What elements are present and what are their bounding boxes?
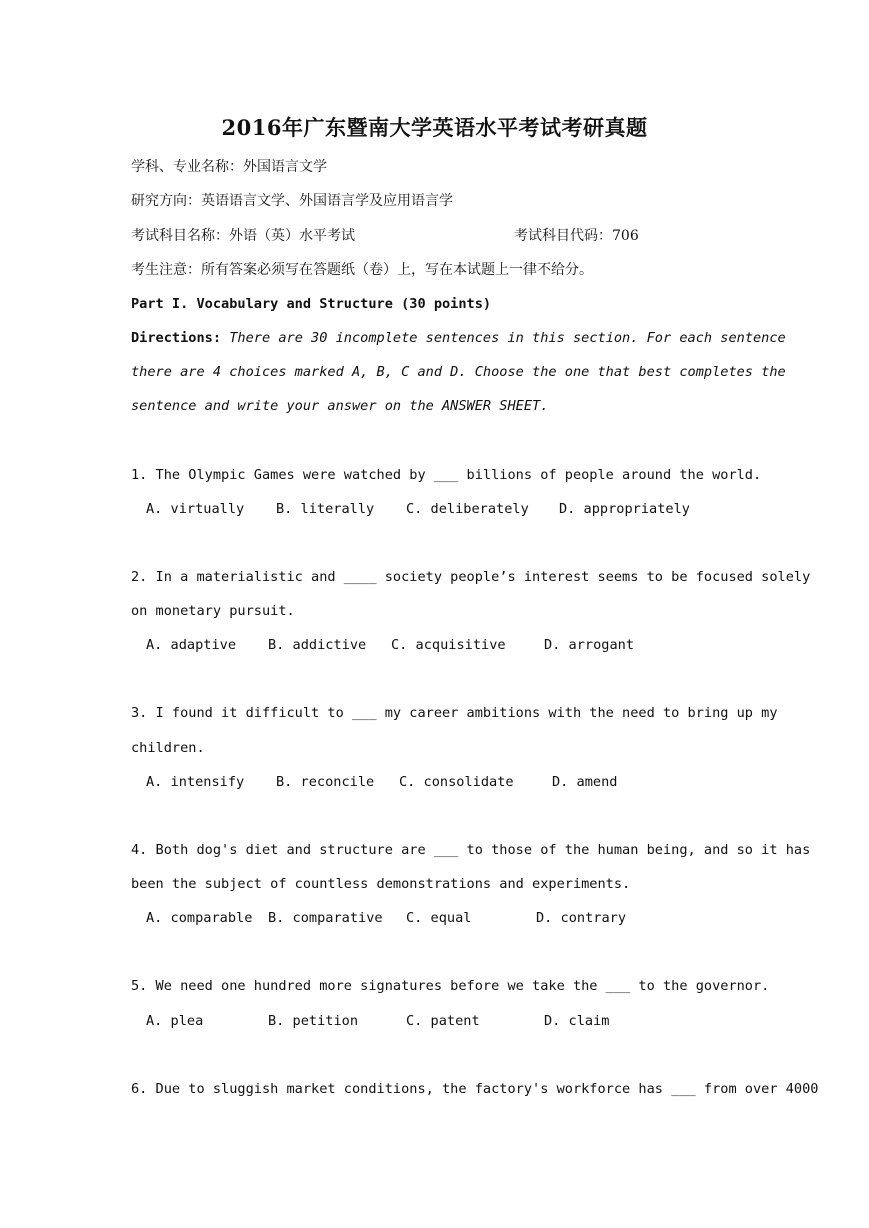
- question-2-stem-line-2: on monetary pursuit.: [131, 603, 295, 619]
- question-3-option-c: C. consolidate: [399, 774, 514, 790]
- question-4-option-b: B. comparative: [268, 910, 383, 926]
- question-2-option-c: C. acquisitive: [391, 637, 506, 653]
- question-4-stem-line-1: 4. Both dog's diet and structure are ___ to those of the human being, and so it has: [131, 842, 811, 858]
- question-5-option-d: D. claim: [544, 1013, 610, 1029]
- question-1-option-b: B. literally: [276, 501, 375, 517]
- question-5-option-c: C. patent: [406, 1013, 480, 1029]
- directions-line-1: [131, 329, 786, 347]
- question-4-option-a: A. comparable: [146, 910, 253, 926]
- page-title: 2016年广东暨南大学英语水平考试考研真题: [221, 115, 648, 140]
- question-5-option-b: B. petition: [268, 1013, 359, 1029]
- question-2-stem-line-1: 2. In a materialistic and ____ society people’s interest seems to be focused solely: [131, 569, 811, 585]
- question-1-option-c: C. deliberately: [406, 501, 529, 517]
- directions-text-1: There are 30 incomplete sentences in this section. For each sentence: [229, 330, 786, 346]
- question-3-option-b: B. reconcile: [276, 774, 375, 790]
- directions-line-2: there are 4 choices marked A, B, C and D. Choose the one that best completes the: [131, 364, 786, 380]
- part-heading: Part I. Vocabulary and Structure (30 points): [131, 296, 492, 312]
- question-4-option-c: C. equal: [406, 910, 472, 926]
- question-2-option-a: A. adaptive: [146, 637, 237, 653]
- question-3-option-a: A. intensify: [146, 774, 245, 790]
- question-2-option-d: D. arrogant: [544, 637, 635, 653]
- question-3-stem-line-2: children.: [131, 740, 205, 756]
- directions-label: Directions:: [131, 330, 222, 346]
- question-4-stem-line-2: been the subject of countless demonstrations and experiments.: [131, 876, 631, 892]
- question-3-option-d: D. amend: [552, 774, 618, 790]
- question-5-stem: 5. We need one hundred more signatures before we take the ___ to the governor.: [131, 978, 770, 994]
- question-4-option-d: D. contrary: [536, 910, 627, 926]
- question-6-stem: 6. Due to sluggish market conditions, the factory's workforce has ___ from over 4000: [131, 1081, 819, 1097]
- direction-line: 研究方向：英语语言文学、外国语言学及应用语言学: [131, 193, 453, 209]
- question-1-option-d: D. appropriately: [559, 501, 690, 517]
- question-3-stem-line-1: 3. I found it difficult to ___ my career ambitions with the need to bring up my: [131, 705, 778, 721]
- question-2-option-b: B. addictive: [268, 637, 367, 653]
- notice-line: 考生注意：所有答案必须写在答题纸（卷）上，写在本试题上一律不给分。: [131, 262, 593, 278]
- exam-code: 考试科目代码：706: [514, 228, 639, 244]
- question-1-stem: 1. The Olympic Games were watched by ___ billions of people around the world.: [131, 467, 762, 483]
- question-1-option-a: A. virtually: [146, 501, 245, 517]
- directions-line-3: sentence and write your answer on the ANSWER SHEET.: [131, 398, 549, 414]
- question-5-option-a: A. plea: [146, 1013, 204, 1029]
- exam-name: 考试科目名称：外语（英）水平考试: [131, 228, 355, 244]
- subject-line: 学科、专业名称：外国语言文学: [131, 159, 327, 175]
